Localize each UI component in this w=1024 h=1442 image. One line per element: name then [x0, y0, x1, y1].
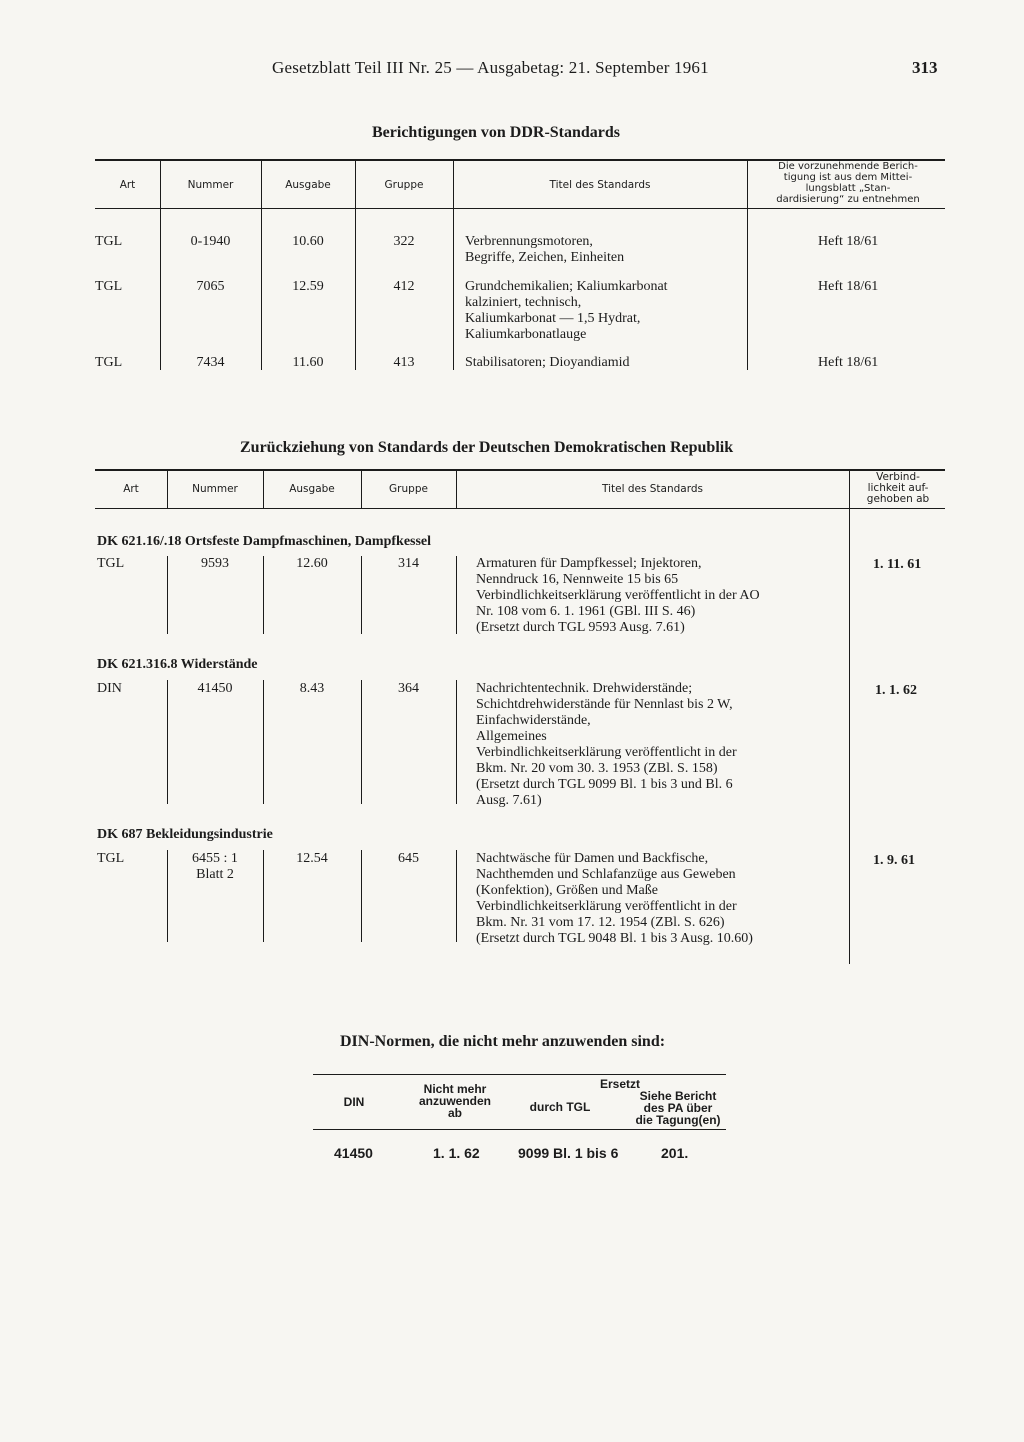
- row-heft: Heft 18/61: [818, 355, 879, 370]
- col-nummer: Nummer: [187, 179, 234, 191]
- row-art: TGL: [95, 279, 123, 294]
- row-titel: Nachtwäsche für Damen und Backfische, Nachthemden und Schlafanzüge aus Geweben (Konfektion), Größen und Maße Verbindlichkeitserklärung veröffentlicht in der Bkm. Nr. 31 vom 17. 12. 1954 (ZBl. S. 626) (Ersetzt durch TGL 9048 Bl. 1 bis 3 Ausg. 10.60): [476, 851, 753, 946]
- col-ausgabe: Ausgabe: [289, 483, 335, 495]
- row-art: TGL: [95, 234, 123, 249]
- row-din: 41450: [334, 1145, 373, 1161]
- section1-title: Berichtigungen von DDR-Standards: [372, 124, 621, 141]
- section2-title: Zurückziehung von Standards der Deutschen Demokratischen Republik: [240, 439, 734, 456]
- row-ausgabe: 12.60: [296, 556, 328, 571]
- group-col-divider: [263, 680, 264, 804]
- row-nummer: 6455 : 1 Blatt 2: [192, 851, 238, 882]
- col-art: Art: [123, 483, 139, 495]
- col-durch-tgl: durch TGL: [529, 1100, 591, 1114]
- row-ausgabe: 8.43: [299, 681, 325, 696]
- page-header: [0, 58, 1024, 86]
- table3-header-rule: [313, 1129, 726, 1130]
- table2-col-divider: [849, 469, 850, 964]
- page-number: 313: [912, 58, 938, 77]
- row-tgl: 9099 Bl. 1 bis 6: [518, 1145, 619, 1161]
- row-gruppe: 322: [393, 234, 415, 249]
- row-gruppe: 412: [393, 279, 415, 294]
- row-heft: Heft 18/61: [818, 279, 879, 294]
- row-verbindlichkeit: 1. 9. 61: [873, 853, 915, 868]
- col-titel: Titel des Standards: [601, 483, 703, 495]
- col-gruppe: Gruppe: [384, 179, 424, 191]
- row-gruppe: 314: [398, 556, 419, 571]
- col-siehe-bericht: Siehe Bericht des PA über die Tagung(en): [635, 1089, 721, 1127]
- row-heft: Heft 18/61: [818, 234, 879, 249]
- row-art: DIN: [97, 681, 122, 696]
- row-art: TGL: [97, 556, 125, 571]
- col-gruppe: Gruppe: [389, 483, 428, 495]
- row-titel: Grundchemikalien; Kaliumkarbonat kalziniert, technisch, Kaliumkarbonat — 1,5 Hydrat, Kaliumkarbonatlauge: [465, 279, 668, 342]
- row-nummer: 41450: [197, 681, 233, 696]
- row-gruppe: 364: [398, 681, 419, 696]
- row-nummer: 0-1940: [190, 234, 231, 249]
- row-ausgabe: 11.60: [292, 355, 324, 370]
- table1-header-rule: [95, 208, 945, 209]
- row-verbindlichkeit: 1. 11. 61: [873, 557, 922, 572]
- row-nummer: 7434: [196, 355, 225, 370]
- group-col-divider: [167, 680, 168, 804]
- table2-header-rule: [95, 508, 945, 509]
- col-nicht-mehr: Nicht mehr anzuwenden ab: [418, 1082, 491, 1120]
- table2-top-rule: [95, 469, 945, 471]
- group-heading: DK 621.16/.18 Ortsfeste Dampfmaschinen, Dampfkessel: [97, 534, 432, 549]
- row-ausgabe: 10.60: [292, 234, 324, 249]
- row-nummer: 7065: [196, 279, 225, 294]
- group-col-divider: [456, 556, 457, 634]
- journal-title: Gesetzblatt Teil III Nr. 25 — Ausgabetag: 21. September 1961: [272, 58, 709, 77]
- row-ausgabe: 12.59: [292, 279, 324, 294]
- group-col-divider: [361, 680, 362, 804]
- col-berichtigung-note: Die vorzunehmende Berich- tigung ist aus dem Mittei- lungsblatt „Stan- dardisierung“ zu entnehmen: [776, 161, 920, 205]
- col-nummer: Nummer: [192, 483, 238, 495]
- table3-top-rule: [313, 1074, 726, 1075]
- section3-title: DIN-Normen, die nicht mehr anzuwenden sind:: [340, 1033, 666, 1050]
- row-titel: Armaturen für Dampfkessel; Injektoren, Nenndruck 16, Nennweite 15 bis 65 Verbindlichkeitserklärung veröffentlicht in der AO Nr. 108 vom 6. 1. 1961 (GBl. III S. 46) (Ersetzt durch TGL 9593 Ausg. 7.61): [476, 556, 760, 635]
- row-bericht: 201.: [661, 1145, 689, 1161]
- group-col-divider: [456, 850, 457, 942]
- row-art: TGL: [95, 355, 123, 370]
- group-col-divider: [456, 680, 457, 804]
- row-verbindlichkeit: 1. 1. 62: [875, 683, 917, 698]
- row-titel: Stabilisatoren; Dioyandiamid: [465, 355, 630, 370]
- row-gruppe: 645: [398, 851, 419, 866]
- group-heading: DK 687 Bekleidungsindustrie: [97, 827, 273, 842]
- col-art: Art: [119, 179, 136, 191]
- row-titel: Nachrichtentechnik. Drehwiderstände; Schichtdrehwiderstände für Nennlast bis 2 W, Einfachwiderstände, Allgemeines Verbindlichkeitserklärung veröffentlicht in der Bkm. Nr. 20 vom 30. 3. 1953 (ZBl. S. 158) (Ersetzt durch TGL 9099 Bl. 1 bis 3 und Bl. 6 Ausg. 7.61): [476, 681, 737, 808]
- row-ab: 1. 1. 62: [433, 1145, 480, 1161]
- row-nummer: 9593: [201, 556, 229, 571]
- col-verbindlichkeit: Verbind- lichkeit auf- gehoben ab: [866, 471, 930, 505]
- group-heading: DK 621.316.8 Widerstände: [97, 657, 258, 672]
- col-titel: Titel des Standards: [549, 179, 651, 191]
- col-din: DIN: [343, 1095, 365, 1109]
- col-ersetzt: Ersetzt: [599, 1077, 640, 1091]
- table1-col-divider: [747, 159, 748, 370]
- col-ausgabe: Ausgabe: [285, 179, 331, 191]
- row-ausgabe: 12.54: [296, 851, 328, 866]
- row-titel: Verbrennungsmotoren, Begriffe, Zeichen, Einheiten: [465, 234, 625, 265]
- row-gruppe: 413: [393, 355, 415, 370]
- row-art: TGL: [97, 851, 125, 866]
